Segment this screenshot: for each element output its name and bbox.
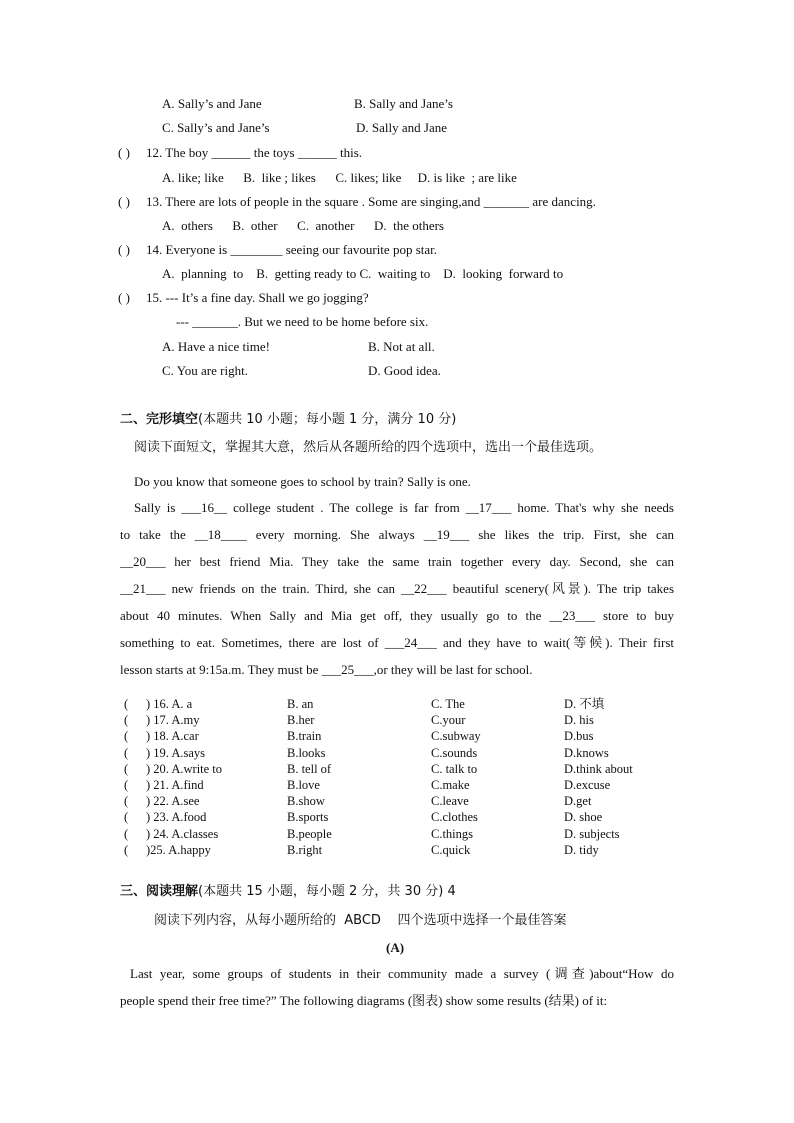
answer-paren: ( [124, 729, 129, 744]
passage-line: __21___ new friends on the train. Third, she can __22___ beautiful scenery(风景). The trip takes [120, 581, 674, 596]
passage-line: Last year, some groups of students in their community made a survey (调查)about“How do [130, 966, 674, 981]
q11-option-c: C. Sally’s and Jane’s [162, 120, 270, 135]
section3-part-label: (A) [386, 940, 405, 955]
passage-line: people spend their free time?” The following diagrams (图表) show some results (结果) of it: [120, 993, 608, 1008]
q11-option-b: B. Sally and Jane’s [354, 96, 453, 111]
option-a: ) 17. A.my [146, 713, 200, 728]
q15-answer-paren: ( ) [118, 290, 130, 305]
option-d: D. his [564, 713, 594, 728]
section3-heading [120, 884, 456, 900]
option-c: C.quick [431, 842, 471, 857]
q11-option-a: A. Sally’s and Jane [162, 96, 262, 111]
passage-line: something to eat. Sometimes, there are lost of ___24___ and they have to wait(等候). Their first [120, 635, 674, 650]
passage-line: about 40 minutes. When Sally and Mia get off, they usually go to the __23___ store to buy [120, 608, 674, 623]
q13-stem: 13. There are lots of people in the square . Some are singing,and _______ are dancing. [146, 194, 596, 209]
option-c: C.your [431, 713, 466, 728]
table-row [124, 712, 633, 728]
section2-heading [120, 412, 456, 428]
cloze-options-table [124, 696, 633, 858]
option-c: C.subway [431, 729, 481, 744]
q12-stem: 12. The boy ______ the toys ______ this. [146, 145, 363, 160]
q14-stem: 14. Everyone is ________ seeing our favourite pop star. [146, 242, 437, 257]
q12-answer-paren: ( ) [118, 145, 130, 160]
q15-option-d: D. Good idea. [368, 363, 441, 378]
q13-answer-paren: ( ) [118, 194, 130, 209]
q11-option-d: D. Sally and Jane [356, 120, 447, 135]
passage-line: __20___ her best friend Mia. They take the same train together every day. Second, she can [120, 554, 674, 569]
option-d: D. shoe [564, 810, 603, 825]
table-row [124, 793, 633, 809]
q15-option-b: B. Not at all. [368, 339, 435, 354]
option-a: ) 20. A.write to [146, 761, 223, 776]
q15-stem: 15. --- It’s a fine day. Shall we go jogging? [146, 290, 369, 305]
section2-title: 二、完形填空 [120, 412, 199, 427]
section2-passage [120, 494, 674, 683]
table-row [124, 728, 633, 744]
answer-paren: ( [124, 778, 129, 793]
table-row [124, 696, 633, 712]
section3-instruction: 阅读下列内容，从每小题所给的 ABCD 四个选项中选择一个最佳答案 [154, 913, 567, 928]
option-a: ) 16. A. a [146, 697, 193, 711]
q13-options: A. others B. other C. another D. the others [162, 218, 444, 233]
option-d: D. tidy [564, 842, 599, 857]
q15-option-a: A. Have a nice time! [162, 339, 270, 354]
option-d: D.get [564, 794, 592, 809]
option-b: B.people [287, 826, 332, 841]
option-c: C.clothes [431, 810, 478, 825]
option-d: D.think about [564, 761, 633, 776]
option-b: B.looks [287, 745, 326, 760]
option-a: )25. A.happy [146, 842, 211, 857]
answer-paren: ( [124, 810, 129, 825]
option-c: C. The [431, 697, 465, 711]
section3-passage [120, 960, 674, 1014]
table-row [124, 745, 633, 761]
table-row [124, 809, 633, 825]
table-row [124, 842, 633, 858]
option-d: D.bus [564, 729, 594, 744]
option-a: ) 18. A.car [146, 729, 199, 744]
passage-line: lesson starts at 9:15a.m. They must be ___25___,or they will be last for school. [120, 662, 533, 677]
option-c: C.make [431, 778, 470, 793]
option-c: C.leave [431, 794, 469, 809]
option-a: ) 19. A.says [146, 745, 206, 760]
option-a: ) 22. A.see [146, 794, 200, 809]
q12-options: A. like; like B. like ; likes C. likes; like D. is like ; are like [162, 170, 517, 185]
q15-stem-reply: --- _______. But we need to be home before six. [176, 314, 429, 329]
answer-paren: ( [124, 745, 129, 760]
option-a: ) 23. A.food [146, 810, 207, 825]
answer-paren: ( [124, 842, 129, 857]
section3-title: 三、阅读理解 [120, 884, 199, 899]
option-b: B. tell of [287, 761, 332, 776]
answer-paren: ( [124, 794, 129, 809]
passage-line: Sally is ___16__ college student . The college is far from __17___ home. That's why she needs [134, 500, 674, 515]
option-c: C.sounds [431, 745, 478, 760]
option-a: ) 21. A.find [146, 778, 204, 793]
q14-options: A. planning to B. getting ready to C. waiting to D. looking forward to [162, 266, 564, 281]
option-d: D.knows [564, 745, 609, 760]
answer-paren: ( [124, 713, 129, 728]
option-c: C.things [431, 826, 474, 841]
option-b: B.train [287, 729, 322, 744]
section3-title-note: (本题共 15 小题，每小题 2 分，共 30 分) 4 [198, 884, 456, 899]
option-c: C. talk to [431, 761, 478, 776]
answer-paren: ( [124, 697, 129, 711]
section2-intro: Do you know that someone goes to school by train? Sally is one. [134, 474, 471, 489]
option-d: D.excuse [564, 778, 611, 793]
passage-line: to take the __18____ every morning. She always __19___ she likes the trip. First, she can [120, 527, 674, 542]
section2-instruction: 阅读下面短文，掌握其大意，然后从各题所给的四个选项中，选出一个最佳选项。 [134, 440, 603, 455]
option-b: B.sports [287, 810, 329, 825]
section2-title-note: (本题共 10 小题；每小题 1 分，满分 10 分) [198, 412, 457, 427]
option-b: B.show [287, 794, 325, 809]
table-row [124, 826, 633, 842]
table-row [124, 761, 633, 777]
answer-paren: ( [124, 761, 129, 776]
option-b: B.love [287, 778, 320, 793]
option-b: B.right [287, 842, 323, 857]
option-d: D. subjects [564, 826, 620, 841]
q14-answer-paren: ( ) [118, 242, 130, 257]
option-b: B. an [287, 697, 314, 711]
answer-paren: ( [124, 826, 129, 841]
q15-option-c: C. You are right. [162, 363, 248, 378]
table-row [124, 777, 633, 793]
option-b: B.her [287, 713, 315, 728]
option-d: D. 不填 [564, 697, 605, 711]
option-a: ) 24. A.classes [146, 826, 219, 841]
